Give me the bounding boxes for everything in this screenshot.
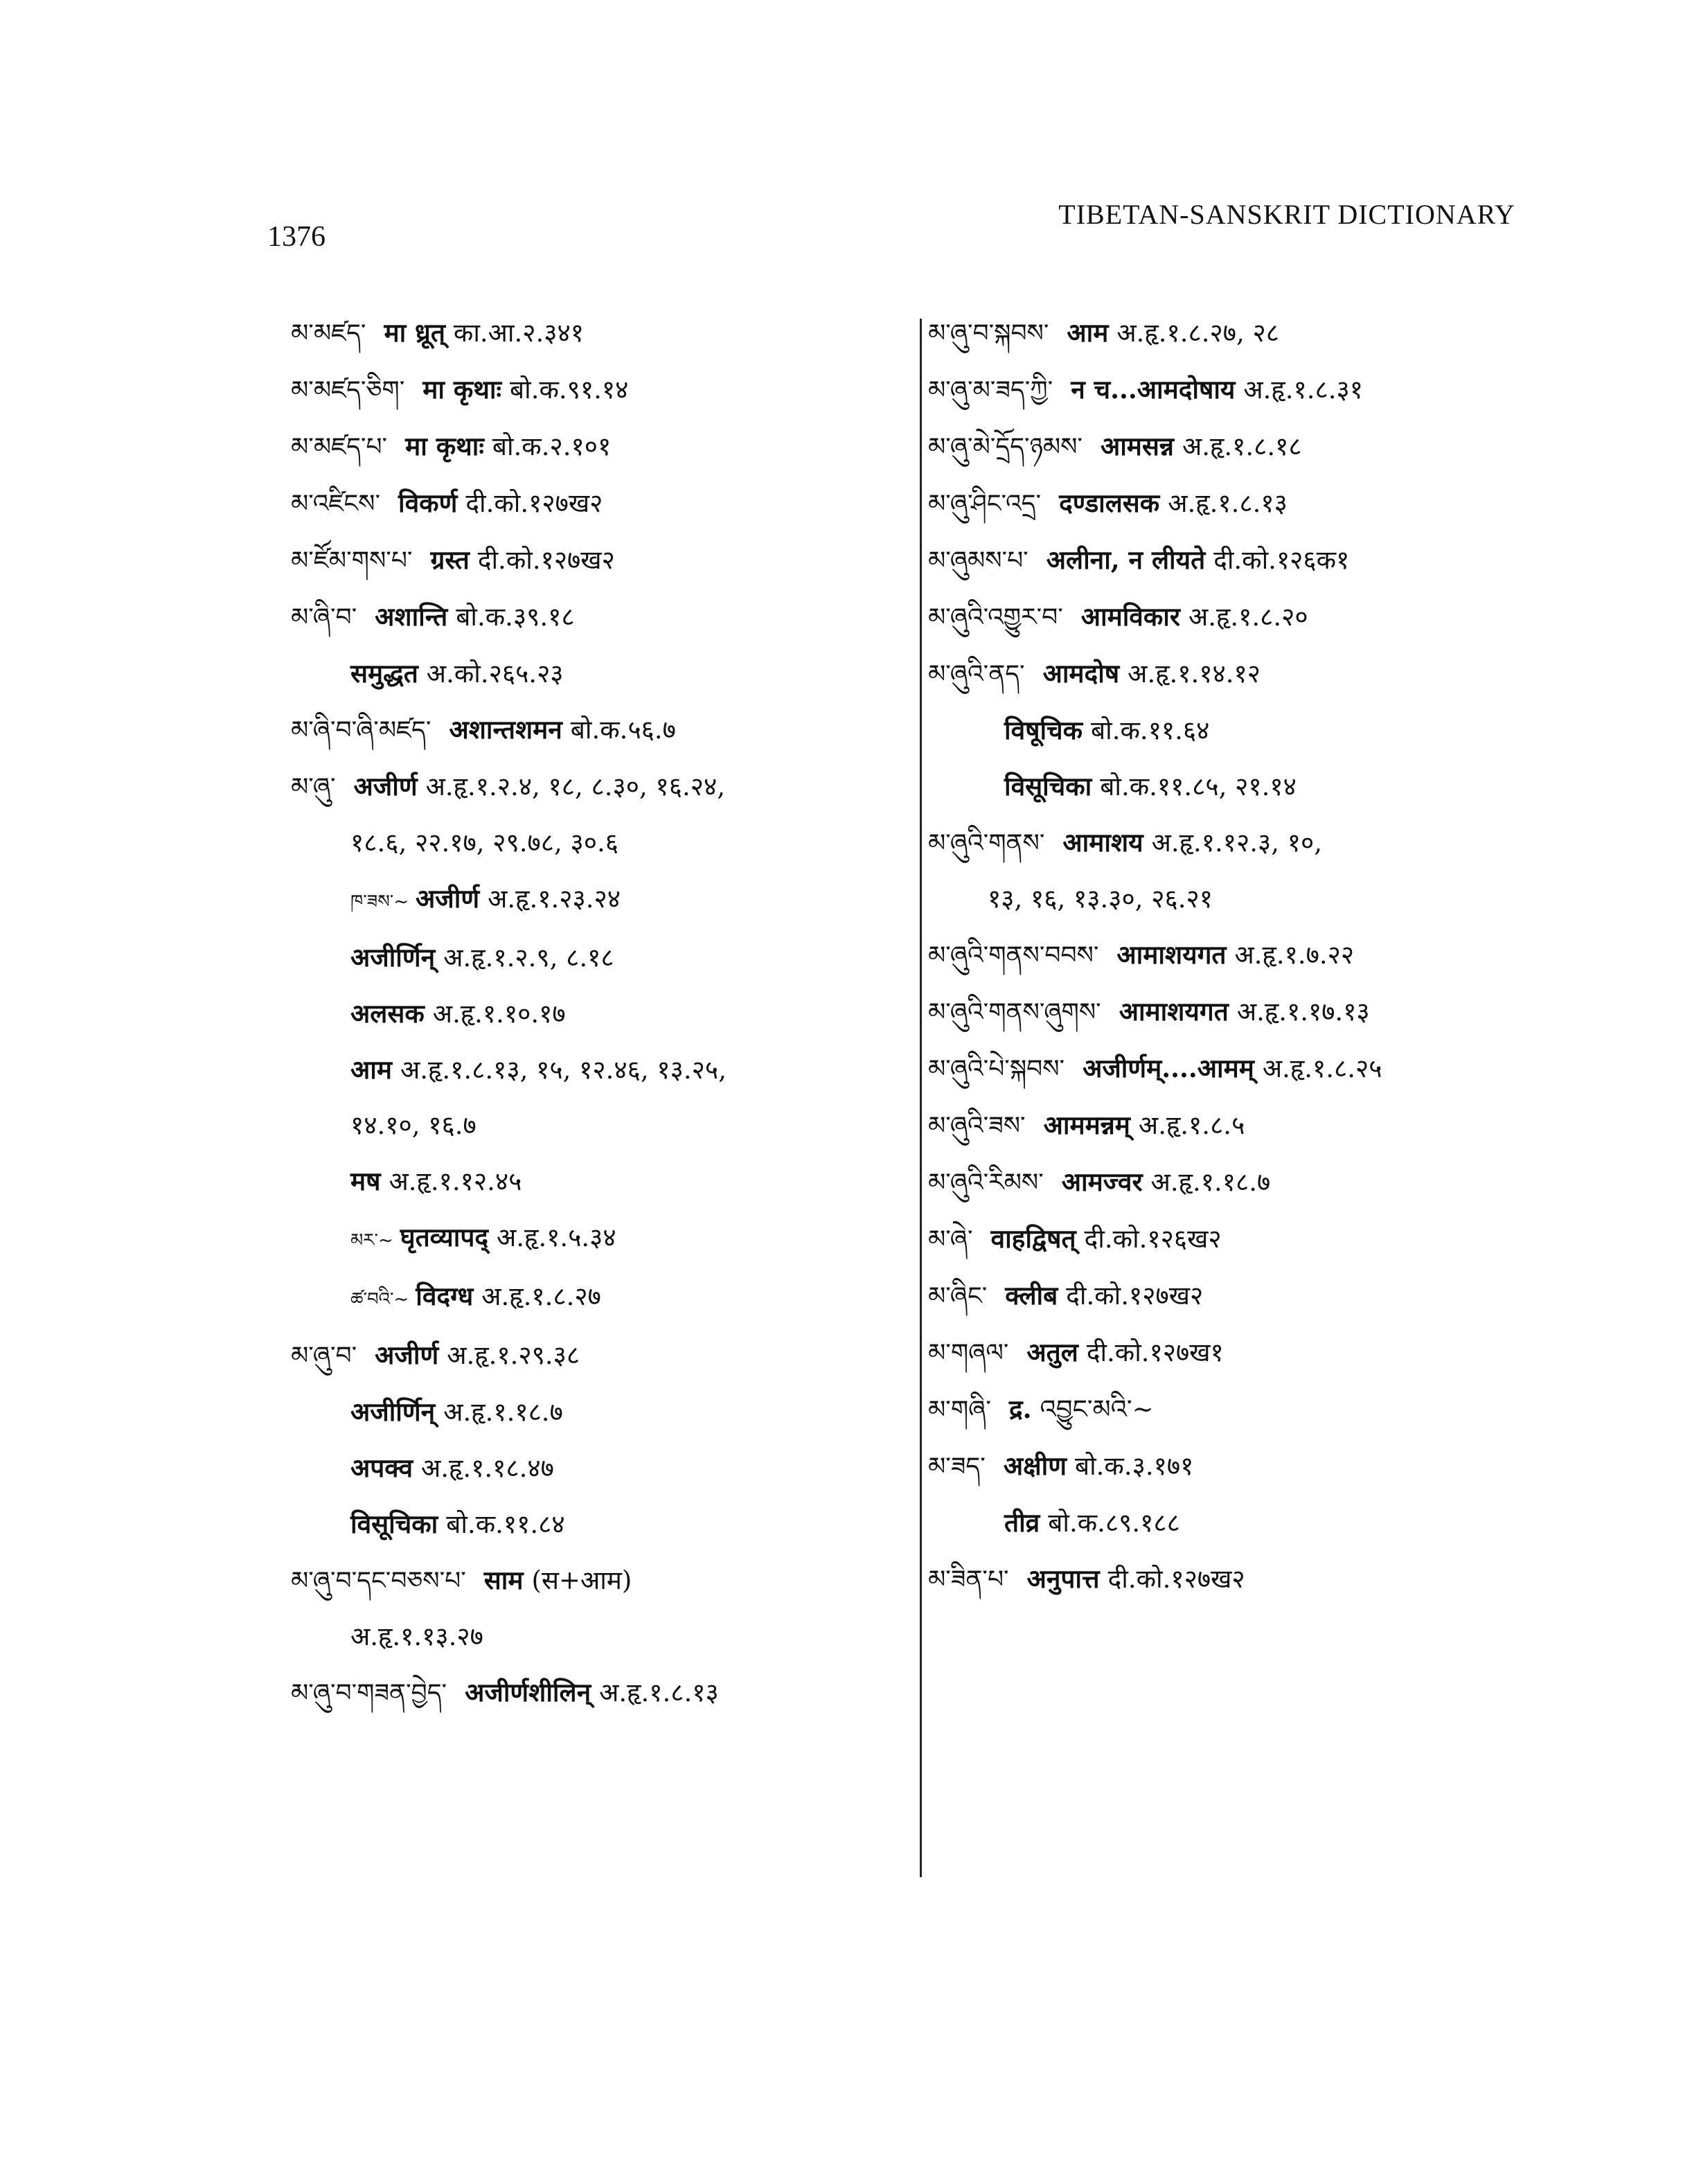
sanskrit-equivalent: आमाशयगत [1119,996,1229,1027]
sanskrit-equivalent: आमदोष [1042,658,1120,689]
sanskrit-equivalent: मा कृथाः [422,374,501,405]
sanskrit-equivalent: अशान्तशमन [449,714,562,745]
dictionary-entry [291,475,900,532]
sanskrit-equivalent: अलसक [350,998,425,1029]
dictionary-entry [291,1664,900,1721]
tibetan-headword: མ་ཞུའི་པེ་སྐབས་ [928,1055,1065,1083]
tibetan-headword: མ་ཞུ་བ་སྐབས་ [928,319,1049,348]
sanskrit-equivalent: अक्षीण [1003,1450,1067,1481]
sanskrit-equivalent: वाहद्विषत् [990,1223,1076,1254]
sanskrit-equivalent: विसूचिका [1004,771,1092,801]
sanskrit-equivalent: अजीर्ण [353,771,418,801]
sanskrit-equivalent: साम [483,1565,524,1595]
dictionary-entry [928,1097,1538,1154]
dictionary-entry [291,1496,900,1552]
dictionary-entry [291,986,900,1042]
source-reference: अ.हृ.१.१२.४५ [389,1166,522,1196]
page-number: 1376 [267,221,326,253]
dictionary-entry [928,475,1538,532]
source-reference: दी.को.१२७ख२ [1107,1564,1245,1594]
tibetan-headword: མ་ཞུ་བ་ [291,1342,357,1370]
dictionary-entry [928,589,1538,646]
sanskrit-equivalent: अजीर्ण [416,883,480,914]
tibetan-headword: མ་ཞུ་བ་དང་བཅས་པ་ [291,1567,466,1595]
source-reference: अ.हृ.१.८.१३, १५, १२.४६, १३.२५, [400,1055,727,1085]
sanskrit-equivalent: अजीर्णम्....आमम् [1083,1053,1254,1083]
sanskrit-equivalent: विसूचिका [350,1509,438,1539]
source-reference: दी.को.१२६ख२ [1084,1224,1222,1254]
sanskrit-equivalent: अजीर्ण [375,1340,439,1370]
tibetan-headword: མ་གཞི་ [928,1396,991,1424]
dictionary-entry [928,362,1538,418]
tibetan-headword: མ་ཞུ་ཤིང་འདྲ་ [928,490,1042,518]
sanskrit-equivalent: घृतव्यापद् [400,1222,489,1252]
dictionary-entry [291,702,900,758]
sanskrit-equivalent: विषूचिक [1004,715,1083,745]
sanskrit-equivalent: अशान्ति [375,601,448,632]
sanskrit-equivalent: तीव्र [1004,1507,1040,1538]
tibetan-headword: མ་འཛིངས་ [291,490,381,518]
source-reference: का.आ.२.३४१ [453,318,584,348]
source-reference: अ.हृ.१.५.३४ [497,1223,616,1252]
sanskrit-equivalent: न च...आमदोषाय [1071,374,1236,405]
sanskrit-equivalent: अनुपात्त [1026,1563,1100,1594]
dictionary-entry [928,1211,1538,1268]
dictionary-entry [291,1440,900,1496]
source-reference: दी.को.१२७ख२ [465,488,603,518]
right-column [928,305,1538,1608]
source-reference: बो.क.३९.१८ [456,602,575,632]
source-reference: अ.हृ.१.१४.१२ [1128,659,1261,689]
dictionary-entry [291,1042,900,1098]
dictionary-entry [291,362,900,418]
dictionary-entry [928,532,1538,589]
source-reference: बो.क.८९.१८८ [1048,1508,1180,1538]
sanskrit-equivalent: समुद्धत [350,658,418,689]
sanskrit-equivalent: मा कृथाः [405,431,484,461]
sanskrit-equivalent: अपक्व [350,1453,413,1483]
tibetan-headword: མ་ཞུ་མ་ཟད་ཀྱི་ [928,376,1053,405]
source-reference: १३, १६, १३.३०, २६.२१ [988,884,1213,914]
sanskrit-equivalent: अजीर्णिन् [350,1396,436,1427]
sanskrit-equivalent: मष [350,1166,381,1196]
dictionary-entry [928,815,1538,871]
sanskrit-equivalent: आमसन्न [1100,431,1175,461]
sanskrit-equivalent: आम [1067,317,1109,348]
dictionary-entry [291,305,900,362]
sanskrit-equivalent: द्र. [1008,1394,1032,1424]
source-reference: बो.क.११.८४ [446,1509,565,1539]
dictionary-entry [928,984,1538,1040]
tibetan-headword: མ་མཛད་ [291,319,366,348]
source-reference: अ.हृ.१.८.१८ [1182,432,1302,461]
source-reference: अ.हृ.१.८.३१ [1243,375,1363,405]
sanskrit-equivalent: अतुल [1026,1337,1078,1367]
sanskrit-equivalent: आमाशयगत [1116,939,1227,970]
tibetan-headword: མ་ཞུའི་ཟས་ [928,1112,1026,1140]
source-reference: अ.हृ.१.८.२७ [481,1281,601,1311]
source-reference: འབྱུང་མའི་~ [1040,1394,1154,1424]
dictionary-entry [928,1551,1538,1608]
running-head: TIBETAN-SANSKRIT DICTIONARY [1058,199,1515,230]
source-reference: १८.६, २२.१७, २९.७८, ३०.६ [350,828,618,858]
source-reference: (स+आम) [531,1565,632,1595]
dictionary-entry [928,418,1538,475]
dictionary-entry [928,1324,1538,1381]
left-column [291,305,900,1721]
source-reference: बो.क.२.१०१ [492,432,612,461]
dictionary-entry [291,1384,900,1440]
source-reference: अ.को.२६५.२३ [426,659,564,689]
source-reference: दी.को.१२७ख२ [1066,1281,1204,1311]
tibetan-headword: མ་ཟད་ [928,1453,986,1481]
sanskrit-equivalent: मा ध्रूत् [384,317,445,348]
sanskrit-equivalent: विकर्ण [398,488,458,518]
dictionary-entry [928,1154,1538,1211]
source-reference: अ.हृ.१.८.२७, २८ [1116,318,1279,348]
dictionary-entry [291,1153,900,1209]
sanskrit-equivalent: आममन्नम् [1043,1110,1130,1140]
sanskrit-equivalent: दण्डालसक [1059,488,1160,518]
dictionary-entry [928,646,1538,702]
source-reference: बो.क.११.६४ [1091,716,1210,745]
source-reference: अ.हृ.१.२३.२४ [488,884,621,914]
sanskrit-equivalent: क्लीब [1005,1280,1058,1311]
tibetan-compound-prefix: ཚ་བའི་~ [350,1289,409,1310]
dictionary-entry [928,758,1538,815]
dictionary-entry [928,1381,1538,1438]
column-divider [920,319,922,1877]
dictionary-entry [291,1327,900,1384]
dictionary-entry [291,1268,900,1327]
dictionary-entry [291,930,900,986]
tibetan-headword: མ་ཞུའི་རིམས་ [928,1169,1044,1197]
tibetan-compound-prefix: ཁ་ཟས་~ [350,891,409,912]
dictionary-entry [291,1098,900,1153]
tibetan-headword: མ་ཞུའི་གནས་ [928,829,1045,858]
dictionary-entry [928,1495,1538,1551]
source-reference: अ.हृ.१.८.२० [1188,602,1308,632]
dictionary-entry [291,758,900,815]
source-reference: अ.हृ.१.७.२२ [1234,940,1355,970]
dictionary-entry [928,702,1538,758]
tibetan-headword: མ་གཞལ་ [928,1339,1009,1367]
dictionary-entry [928,871,1538,927]
tibetan-headword: མ་ཞུ་བ་གཟན་བྱེད་ [291,1679,447,1707]
tibetan-headword: མ་ཞུའི་གནས་ཞུགས་ [928,998,1101,1027]
source-reference: १४.१०, १६.७ [350,1110,477,1140]
tibetan-headword: མ་ཞུའི་འགྱུར་བ་ [928,603,1063,632]
sanskrit-equivalent: अजीर्णशीलिन् [465,1677,591,1707]
tibetan-headword: མ་ཛོམ་གས་པ་ [291,547,413,575]
sanskrit-equivalent: विदग्ध [416,1281,474,1311]
tibetan-headword: མ་ཞི་བ་ཞི་མཛད་ [291,716,431,745]
tibetan-headword: མ་ཞི་བ་ [291,603,357,632]
dictionary-entry [291,589,900,646]
sanskrit-equivalent: अलीना, न लीयते [1046,544,1206,575]
dictionary-entry [291,815,900,871]
source-reference: अ.हृ.१.१७.१३ [1236,997,1370,1027]
source-reference: दी.को.१२७ख१ [1086,1338,1224,1367]
source-reference: अ.हृ.१.२.४, १८, ८.३०, १६.२४, [425,772,725,801]
tibetan-headword: མ་ཞིང་ [928,1282,988,1311]
source-reference: अ.हृ.१.१२.३, १०, [1151,828,1322,858]
sanskrit-equivalent: आमाशय [1062,827,1143,858]
source-reference: बो.क.९१.१४ [510,375,629,405]
tibetan-headword: མ་ཞུམས་པ་ [928,547,1028,575]
source-reference: अ.हृ.१.१८.७ [1150,1167,1271,1197]
dictionary-entry [928,1268,1538,1324]
tibetan-headword: མ་ཟིན་པ་ [928,1565,1009,1594]
source-reference: अ.हृ.१.८.२५ [1262,1054,1382,1083]
tibetan-headword: མ་ཞེ་ [928,1225,973,1254]
source-reference: अ.हृ.१.१०.१७ [432,999,566,1029]
tibetan-headword: མ་མཛད་ཅིག་ [291,376,405,405]
source-reference: अ.हृ.१.२९.३८ [447,1340,580,1370]
tibetan-headword: མ་ཞུ་ [291,773,336,801]
source-reference: अ.हृ.१.८.१३ [1168,488,1288,518]
tibetan-headword: མ་མཛད་པ་ [291,433,388,461]
source-reference: दी.को.१२६क१ [1213,545,1350,575]
source-reference: अ.हृ.१.१८.४७ [421,1453,554,1483]
sanskrit-equivalent: आम [350,1054,392,1085]
tibetan-compound-prefix: མར་~ [350,1230,393,1251]
tibetan-headword: མ་ཞུ་མེ་དྲོད་ཉམས་ [928,433,1083,461]
sanskrit-equivalent: अजीर्णिन् [350,942,436,973]
tibetan-headword: མ་ཞུའི་གནས་བབས་ [928,941,1099,970]
dictionary-entry [291,1552,900,1609]
sanskrit-equivalent: आमज्वर [1061,1166,1143,1197]
dictionary-entry [928,1040,1538,1097]
source-reference: अ.हृ.१.१३.२७ [350,1622,483,1651]
dictionary-entry [928,1438,1538,1495]
source-reference: अ.हृ.१.१८.७ [443,1397,563,1427]
source-reference: अ.हृ.१.२.९, ८.१८ [443,943,614,973]
dictionary-entry [291,532,900,589]
dictionary-entry [928,927,1538,984]
source-reference: अ.हृ.१.८.१३ [599,1678,719,1707]
sanskrit-equivalent: आमविकार [1080,601,1180,632]
dictionary-entry [291,646,900,702]
sanskrit-equivalent: ग्रस्त [430,544,470,575]
source-reference: दी.को.१२७ख२ [477,545,615,575]
dictionary-entry [291,1209,900,1268]
source-reference: बो.क.३.१७१ [1074,1451,1194,1481]
source-reference: अ.हृ.१.८.५ [1138,1110,1245,1140]
source-reference: बो.क.५६.७ [570,715,676,745]
dictionary-entry [291,418,900,475]
dictionary-entry [291,1609,900,1664]
dictionary-entry [928,305,1538,362]
source-reference: बो.क.११.८५, २१.१४ [1100,772,1297,801]
dictionary-entry [291,871,900,930]
tibetan-headword: མ་ཞུའི་ནད་ [928,660,1025,689]
